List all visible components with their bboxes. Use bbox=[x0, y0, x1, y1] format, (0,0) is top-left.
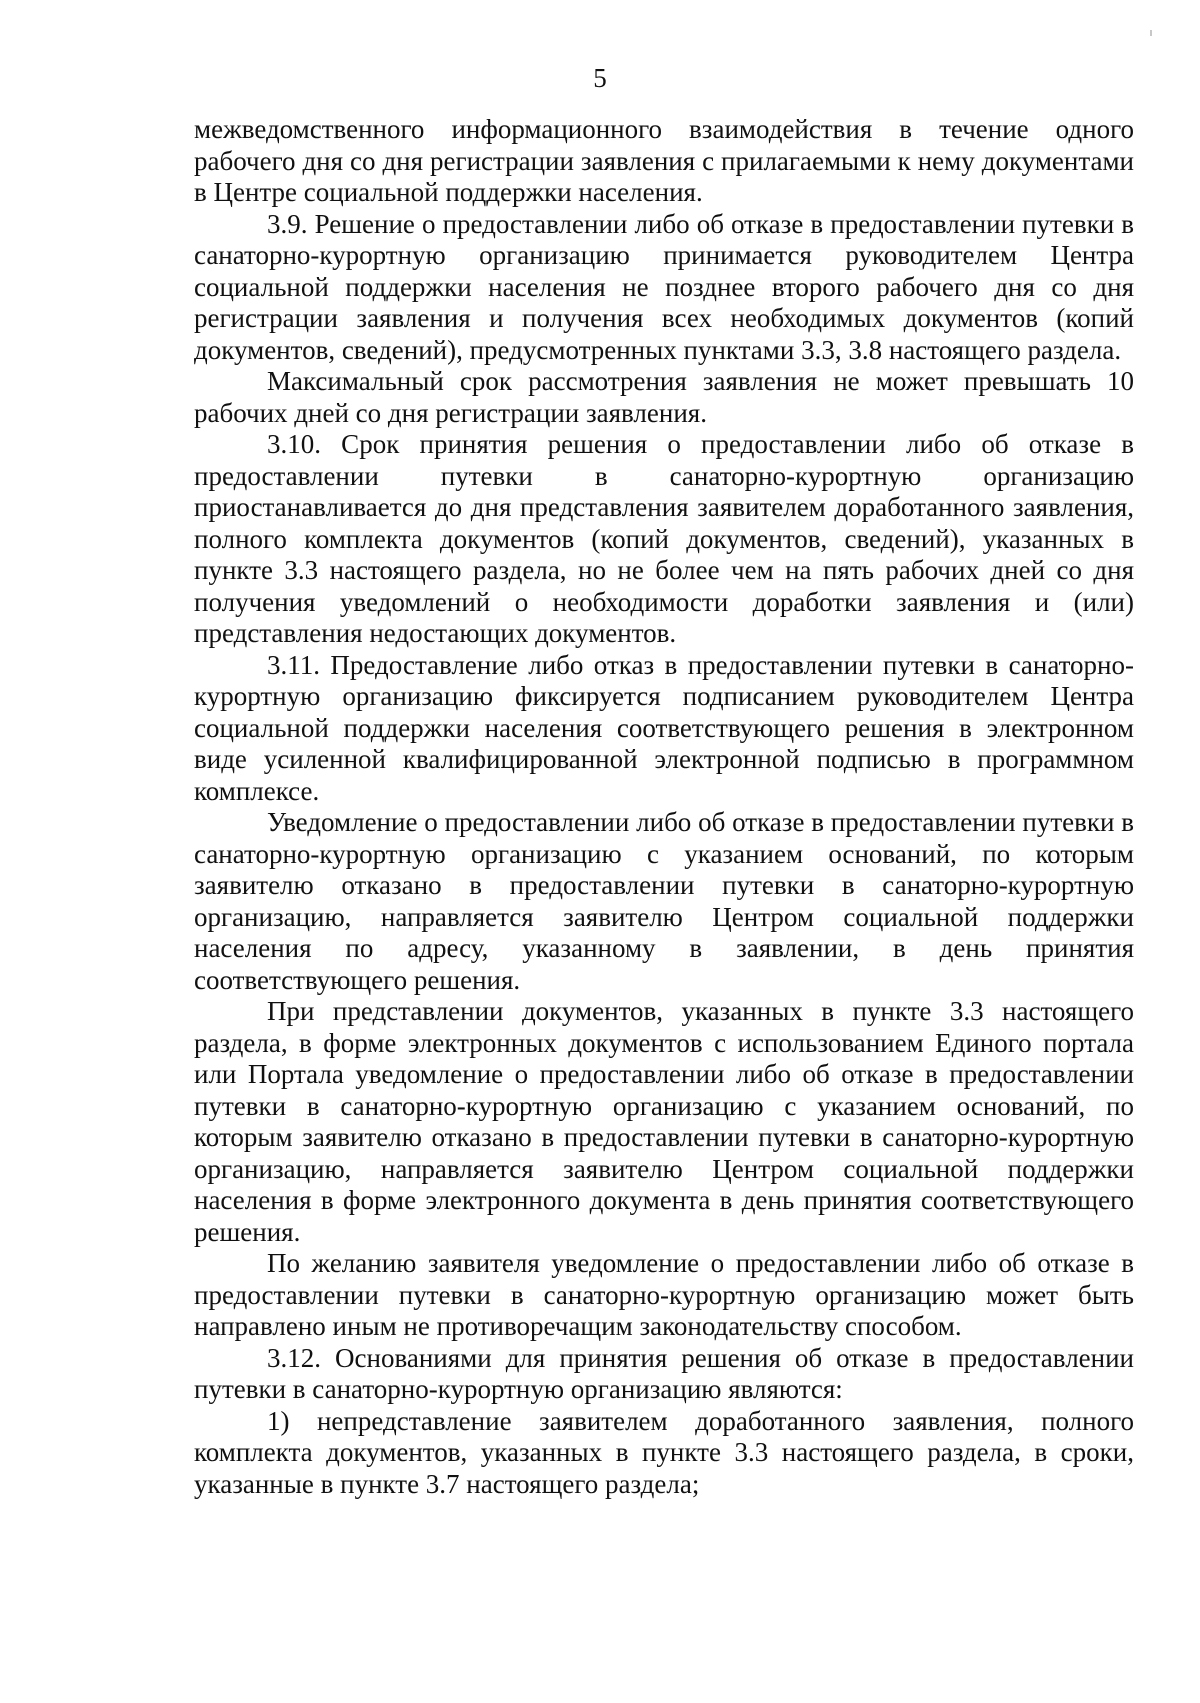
paragraph-other-method: По желанию заявителя уведомление о предоставлении либо об отказе в предоставлении путевки в санаторно-курортную организацию может быть направлено иным не противоречащим законодательству способом. bbox=[194, 1248, 1134, 1341]
paragraph-3-10: 3.10. Срок принятия решения о предоставлении либо об отказе в предоставлении путевки в санаторно-курортную организацию приостанавливается до дня представления заявителем доработанного заявления, полного комплекта документов (копий документов, сведений), указанных в пункте 3.3 настоящего раздела, но не более чем на пять рабочих дней со дня получения уведомлений о необходимости доработки заявления и (или) представления недостающих документов. bbox=[194, 429, 1134, 648]
paragraph-max-term: Максимальный срок рассмотрения заявления не может превышать 10 рабочих дней со дня регистрации заявления. bbox=[194, 366, 1134, 428]
body-text bbox=[194, 114, 1134, 1500]
list-item-1: 1) непредставление заявителем доработанного заявления, полного комплекта документов, указанных в пункте 3.3 настоящего раздела, в сроки, указанные в пункте 3.7 настоящего раздела; bbox=[194, 1405, 1134, 1499]
paragraph-notification: Уведомление о предоставлении либо об отказе в предоставлении путевки в санаторно-курортную организацию с указанием оснований, по которым заявителю отказано в предоставлении путевки в санаторно-курортную организацию, направляется заявителю Центром социальной поддержки населения по адресу, указанному в заявлении, в день принятия соответствующего решения. bbox=[194, 807, 1134, 995]
paragraph-continuation: межведомственного информационного взаимодействия в течение одного рабочего дня со дня регистрации заявления с прилагаемыми к нему документами в Центре социальной поддержки населения. bbox=[194, 114, 1134, 207]
paragraph-electronic-notification: При представлении документов, указанных в пункте 3.3 настоящего раздела, в форме электронных документов с использованием Единого портала или Портала уведомление о предоставлении либо об отказе в предоставлении путевки в санаторно-курортную организацию с указанием оснований, по которым заявителю отказано в предоставлении путевки в санаторно-курортную организацию, направляется заявителю Центром социальной поддержки населения в форме электронного документа в день принятия соответствующего решения. bbox=[194, 996, 1134, 1247]
paragraph-3-9: 3.9. Решение о предоставлении либо об отказе в предоставлении путевки в санаторно-курортную организацию принимается руководителем Центра социальной поддержки населения не позднее второго рабочего дня со дня регистрации заявления и получения всех необходимых документов (копий документов, сведений), предусмотренных пунктами 3.3, 3.8 настоящего раздела. bbox=[194, 208, 1134, 365]
paragraph-3-12: 3.12. Основаниями для принятия решения об отказе в предоставлении путевки в санаторно-курортную организацию являются: bbox=[194, 1342, 1134, 1404]
page-number: 5 bbox=[593, 63, 607, 93]
scan-artifact bbox=[1150, 30, 1152, 36]
paragraph-3-11: 3.11. Предоставление либо отказ в предоставлении путевки в санаторно-курортную организацию фиксируется подписанием руководителем Центра социальной поддержки населения соответствующего решения в электронном виде усиленной квалифицированной электронной подписью в программном комплексе. bbox=[194, 649, 1134, 806]
